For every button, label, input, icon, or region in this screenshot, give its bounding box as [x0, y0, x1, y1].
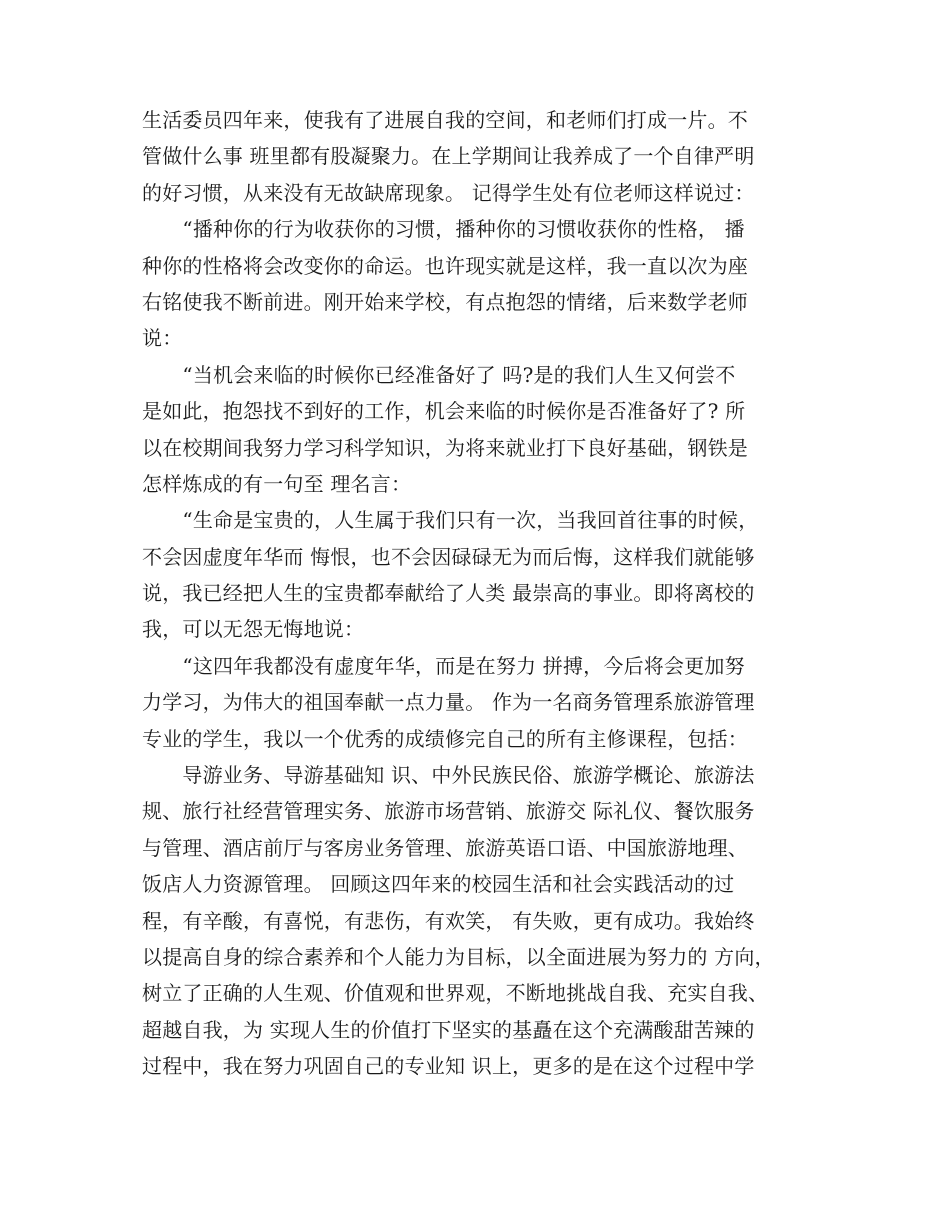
body-text: [142, 102, 810, 1085]
text-line: 规、旅行社经营管理实务、旅游市场营销、旅游交 际礼仪、餐饮服务: [142, 799, 755, 824]
text-line: 力学习，为伟大的祖国奉献一点力量。 作为一名商务管理系旅游管理: [142, 690, 755, 715]
text-line: “这四年我都没有虚度年华，而是在努力 拼搏，今后将会更加努: [142, 653, 745, 678]
text-line: “当机会来临的时候你已经准备好了 吗?是的我们人生又何尝不: [142, 362, 736, 387]
text-line: 以提高自身的综合素养和个人能力为目标，以全面进展为努力的 方向，: [142, 944, 775, 969]
text-line: 怎样炼成的有一句至 理名言：: [142, 471, 412, 496]
text-line: 说：: [142, 326, 183, 351]
text-line: 的好习惯，从来没有无故缺席现象。 记得学生处有位老师这样说过：: [142, 180, 755, 205]
text-line: 树立了正确的人生观、价值观和世界观，不断地挑战自我、充实自我、: [142, 981, 769, 1006]
text-line: 说，我已经把人生的宝贵都奉献给了人类 最崇高的事业。即将离校的: [142, 581, 755, 606]
text-line: 右铭使我不断前进。刚开始来学校，有点抱怨的情绪，后来数学老师: [142, 289, 748, 314]
text-line: 饭店人力资源管理。 回顾这四年来的校园生活和社会实践活动的过: [142, 872, 735, 897]
text-line: 与管理、酒店前厅与客房业务管理、旅游英语口语、中国旅游地理、: [142, 835, 748, 860]
text-line: 专业的学生，我以一个优秀的成绩修完自己的所有主修课程，包括：: [142, 726, 748, 751]
text-line: “播种你的行为收获你的习惯，播种你的习惯收获你的性格， 播: [142, 217, 745, 242]
text-line: 生活委员四年来，使我有了进展自我的空间，和老师们打成一片。不: [142, 108, 748, 132]
text-line: 我，可以无怨无悔地说：: [142, 617, 365, 642]
text-line: 是如此，抱怨找不到好的工作，机会来临的时候你是否准备好了? 所: [142, 399, 746, 424]
text-line: 以在校期间我努力学习科学知识，为将来就业打下良好基础，钢铁是: [142, 435, 748, 460]
text-line: 程，有辛酸，有喜悦，有悲伤，有欢笑， 有失败，更有成功。我始终: [142, 908, 755, 933]
text-line: 种你的性格将会改变你的命运。也许现实就是这样，我一直以次为座: [142, 253, 748, 278]
text-line: 不会因虚度年华而 悔恨，也不会因碌碌无为而后悔，这样我们就能够: [142, 544, 755, 569]
text-line: 超越自我，为 实现人生的价值打下坚实的基矗在这个充满酸甜苦辣的: [142, 1017, 755, 1042]
text-line: 导游业务、导游基础知 识、中外民族民俗、旅游学概论、旅游法: [142, 763, 755, 788]
text-line: “生命是宝贵的，人生属于我们只有一次，当我回首往事的时候，: [142, 508, 759, 533]
text-line: 管做什么事 班里都有股凝聚力。在上学期间让我养成了一个自律严明: [142, 144, 755, 169]
text-line: 过程中，我在努力巩固自己的专业知 识上，更多的是在这个过程中学: [142, 1054, 755, 1079]
